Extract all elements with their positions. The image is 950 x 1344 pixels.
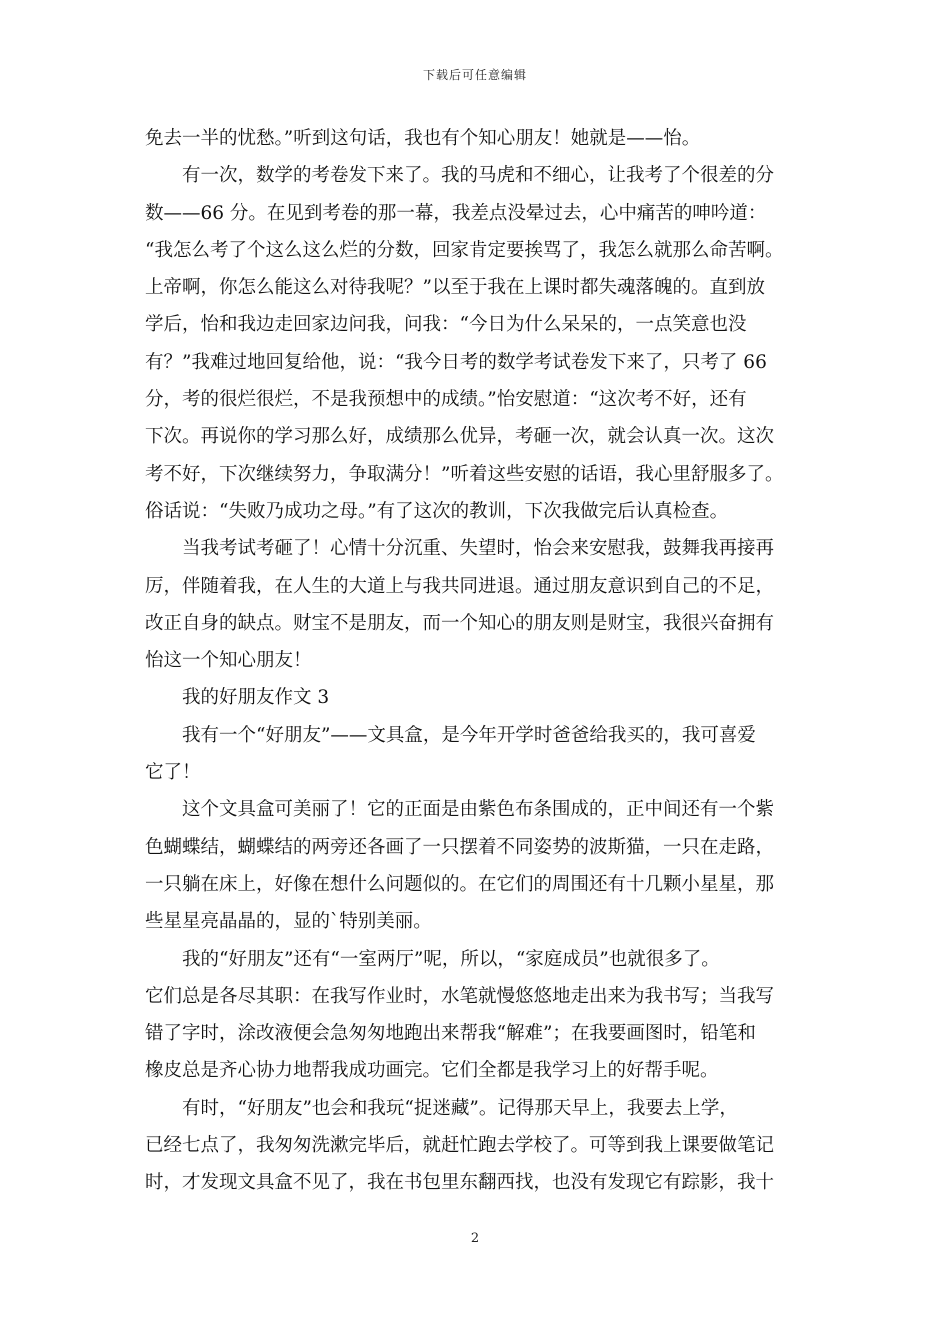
text-line: 有？”我难过地回复给他，说：“我今日考的数学考试卷发下来了，只考了 66 xyxy=(145,351,767,373)
text-line: 一只躺在床上，好像在想什么问题似的。在它们的周围还有十几颗小星星，那 xyxy=(145,873,775,895)
page-header: 下载后可任意编辑 xyxy=(422,68,527,82)
text-line: 分，考的很烂很烂，不是我预想中的成绩。”怡安慰道：“这次考不好，还有 xyxy=(145,389,747,411)
text-line: 橡皮总是齐心协力地帮我成功画完。它们全都是我学习上的好帮手呢。 xyxy=(145,1060,719,1082)
text-line: 有时，“好朋友”也会和我玩“捉迷藏”。记得那天早上，我要去上学， xyxy=(182,1097,738,1119)
text-line: 改正自身的缺点。财宝不是朋友，而一个知心的朋友则是财宝，我很兴奋拥有 xyxy=(145,612,775,634)
text-line: 下次。再说你的学习那么好，成绩那么优异，考砸一次，就会认真一次。这次 xyxy=(145,426,775,448)
text-line: 免去一半的忧愁。”听到这句话，我也有个知心朋友！她就是——怡。 xyxy=(145,128,701,149)
text-line: 我的好朋友作文 3 xyxy=(182,687,330,709)
text-line: 色蝴蝶结，蝴蝶结的两旁还各画了一只摆着不同姿势的波斯猫，一只在走路， xyxy=(145,836,775,858)
text-line: 时，才发现文具盒不见了，我在书包里东翻西找，也没有发现它有踪影，我十 xyxy=(145,1172,775,1194)
text-line: 些星星亮晶晶的，显的`特别美丽。 xyxy=(145,911,432,933)
text-line: “我怎么考了个这么这么烂的分数，回家肯定要挨骂了，我怎么就那么命苦啊。 xyxy=(145,239,784,261)
text-line: 学后，怡和我边走回家边问我，问我：“今日为什么呆呆的，一点笑意也没 xyxy=(145,314,747,336)
page-number: 2 xyxy=(470,1231,480,1246)
text-line: 当我考试考砸了！心情十分沉重、失望时，怡会来安慰我，鼓舞我再接再 xyxy=(182,538,775,560)
text-line: 它了！ xyxy=(145,762,201,784)
text-line: 上帝啊，你怎么能这么对待我呢？”以至于我在上课时都失魂落魄的。直到放 xyxy=(145,277,765,299)
text-line: 错了字时，涂改液便会急匆匆地跑出来帮我“解难”；在我要画图时，铅笔和 xyxy=(145,1023,756,1045)
text-line: 俗话说：“失败乃成功之母。”有了这次的教训，下次我做完后认真检查。 xyxy=(145,500,729,522)
text-line: 厉，伴随着我，在人生的大道上与我共同进退。通过朋友意识到自己的不足， xyxy=(145,575,775,597)
text-line: 已经七点了，我匆匆洗漱完毕后，就赶忙跑去学校了。可等到我上课要做笔记 xyxy=(145,1135,775,1157)
text-line: 有一次，数学的考卷发下来了。我的马虎和不细心，让我考了个很差的分 xyxy=(182,165,775,187)
document-body xyxy=(145,120,815,1202)
text-line: 我有一个“好朋友”——文具盒，是今年开学时爸爸给我买的，我可喜爱 xyxy=(182,724,756,746)
text-line: 这个文具盒可美丽了！它的正面是由紫色布条围成的，正中间还有一个紫 xyxy=(182,799,775,821)
text-line: 怡这一个知心朋友！ xyxy=(145,650,312,672)
text-line: 我的“好朋友”还有“一室两厅”呢，所以，“家庭成员”也就很多了。 xyxy=(182,948,720,970)
text-line: 数——66 分。在见到考卷的那一幕，我差点没晕过去，心中痛苦的呻吟道： xyxy=(145,202,767,224)
text-line: 它们总是各尽其职：在我写作业时，水笔就慢悠悠地走出来为我书写；当我写 xyxy=(145,985,775,1007)
text-line: 考不好，下次继续努力，争取满分！”听着这些安慰的话语，我心里舒服多了。 xyxy=(145,463,784,485)
